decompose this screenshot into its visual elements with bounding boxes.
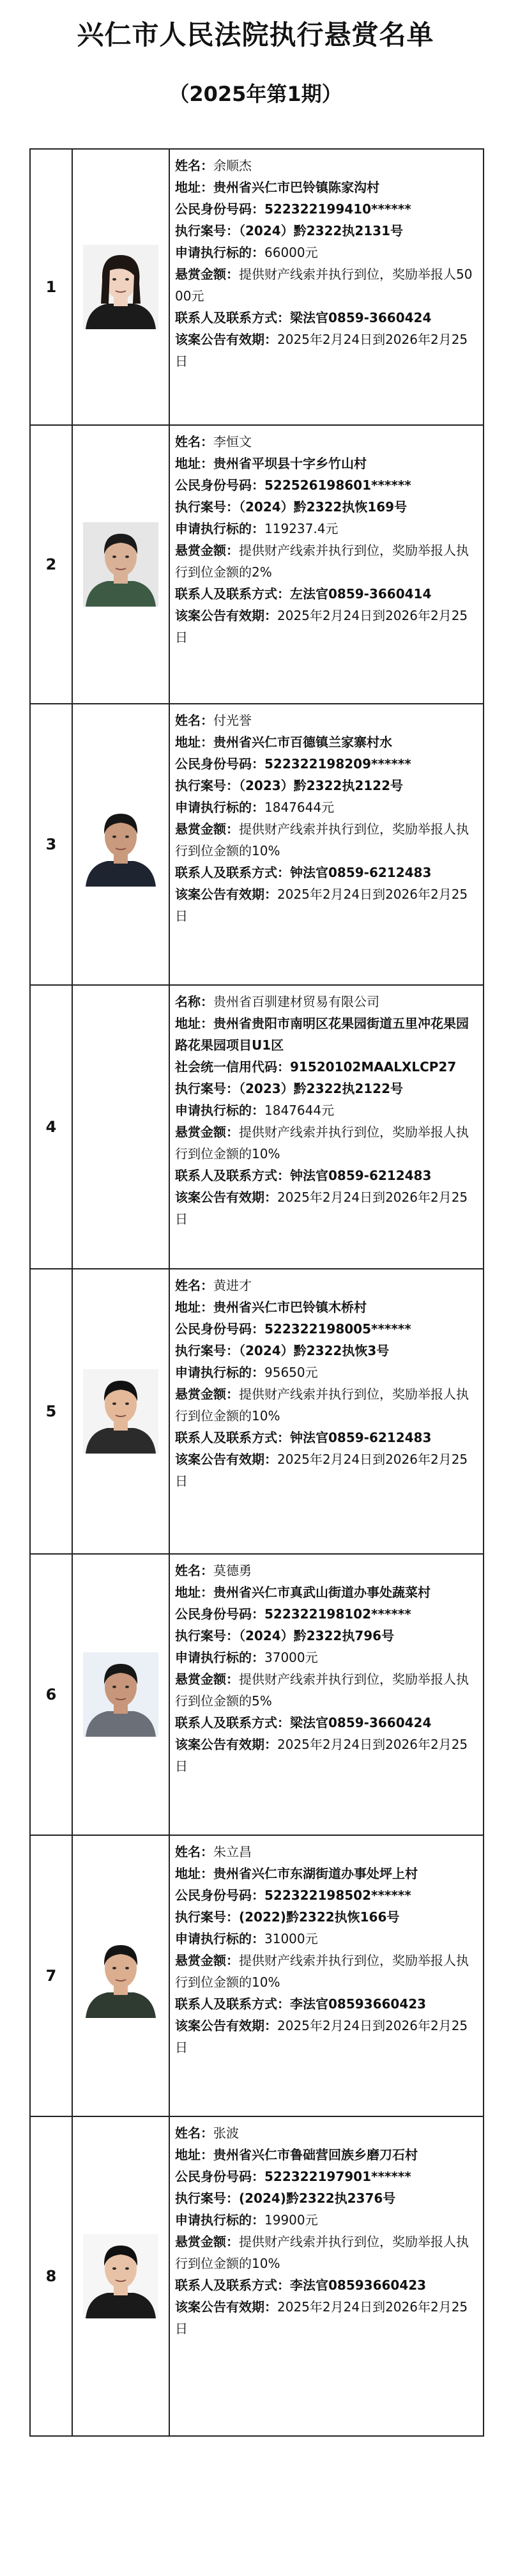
info-line [175,1560,479,1581]
field-value: （2023）黔2322执2122号 [239,778,403,793]
field-value: 贵州省百驯建材贸易有限公司 [213,994,379,1009]
field-label: 执行案号： [175,1343,239,1358]
info-line [175,1647,479,1668]
info-line [175,496,479,518]
field-value: 朱立昌 [213,1844,252,1859]
photo-cell [73,2117,170,2435]
info-line [175,2209,479,2231]
field-label: 该案公告有效期： [175,332,277,347]
photo-eye-left [112,1402,116,1405]
photo-eye-left [112,2267,116,2270]
field-label: 悬赏金额： [175,543,239,558]
field-value: （2023）黔2322执2122号 [239,1081,403,1096]
field-label: 悬赏金额： [175,1672,239,1687]
info-cell [170,1269,484,1553]
info-line [175,710,479,731]
field-value: （2024）黔2322执796号 [239,1628,395,1643]
field-label: 地址： [175,1866,213,1881]
info-line [175,2274,479,2296]
info-line [175,176,479,198]
field-value: 522322197901****** [264,2169,411,2184]
info-line [175,307,479,329]
field-label: 申请执行标的： [175,1365,264,1380]
field-value: (2024)黔2322执2376号 [239,2191,396,2206]
photo-eye-right [125,555,129,558]
row-number: 4 [31,986,73,1268]
field-value: 2025年2月24日到2026年2月25日 [175,2299,468,2336]
row-number: 1 [31,150,73,424]
field-label: 姓名： [175,1563,213,1578]
field-label: 地址： [175,1300,213,1315]
info-line [175,2015,479,2058]
photo-eye-right [125,2267,129,2270]
field-value: 提供财产线索并执行到位，奖励举报人执行到位金额的10% [175,821,469,858]
field-label: 地址： [175,1585,213,1600]
field-label: 公民身份号码： [175,201,264,217]
field-label: 该案公告有效期： [175,1452,277,1467]
field-value: 钟法官0859-6212483 [290,1430,432,1445]
field-value: 522322198502****** [264,1888,411,1903]
info-line [175,2231,479,2274]
photo-cell [73,1269,170,1553]
field-value: 贵州省兴仁市百德镇兰家寨村水 [213,734,392,750]
field-label: 该案公告有效期： [175,608,277,623]
field-label: 申请执行标的： [175,245,264,260]
field-label: 该案公告有效期： [175,887,277,902]
table-row [31,704,484,986]
person-photo [83,2234,158,2318]
field-label: 该案公告有效期： [175,2299,277,2315]
info-line [175,731,479,753]
info-line [175,818,479,862]
photo-eye-left [112,1686,116,1688]
field-value: 贵州省兴仁市巴铃镇木桥村 [213,1300,367,1315]
photo-cell [73,986,170,1268]
field-value: 钟法官0859-6212483 [290,1168,432,1183]
field-label: 名称： [175,994,213,1009]
info-line [175,1884,479,1906]
field-label: 公民身份号码： [175,1888,264,1903]
info-line [175,753,479,775]
field-label: 地址： [175,180,213,195]
field-label: 公民身份号码： [175,1606,264,1622]
field-value: 95650元 [264,1365,318,1380]
info-line [175,1186,479,1230]
info-line [175,991,479,1013]
field-value: 1847644元 [264,1103,335,1118]
field-value: 19900元 [264,2212,318,2228]
field-value: 李法官08593660423 [290,1996,427,2012]
field-value: 66000元 [264,245,318,260]
info-cell [170,2117,484,2435]
field-label: 悬赏金额： [175,821,239,837]
field-value: 提供财产线索并执行到位，奖励举报人执行到位金额的10% [175,1124,469,1161]
field-label: 该案公告有效期： [175,1737,277,1752]
info-line [175,1581,479,1603]
field-value: 提供财产线索并执行到位，奖励举报人5000元 [175,267,473,304]
field-value: 2025年2月24日到2026年2月25日 [175,608,468,645]
field-label: 姓名： [175,1278,213,1293]
info-line [175,1448,479,1492]
info-line [175,2187,479,2209]
photo-eye-right [125,278,129,281]
photo-cell [73,426,170,703]
field-label: 执行案号： [175,2191,239,2206]
info-line [175,1056,479,1078]
field-label: 联系人及联系方式： [175,310,290,325]
field-label: 申请执行标的： [175,1103,264,1118]
field-label: 姓名： [175,1844,213,1859]
field-label: 申请执行标的： [175,1650,264,1665]
person-photo [83,1934,158,2018]
field-value: 提供财产线索并执行到位，奖励举报人执行到位金额的5% [175,1672,469,1709]
field-value: 李恒文 [213,434,252,449]
field-label: 地址： [175,734,213,750]
info-line [175,1950,479,1993]
field-value: 提供财产线索并执行到位，奖励举报人执行到位金额的2% [175,543,469,580]
info-line [175,883,479,927]
page-title: 兴仁市人民法院执行悬赏名单 [77,19,434,50]
field-label: 姓名： [175,2125,213,2141]
field-label: 姓名： [175,713,213,728]
field-label: 申请执行标的： [175,800,264,815]
info-line [175,1603,479,1625]
photo-eye-right [125,1686,129,1688]
info-line [175,1340,479,1362]
info-line [175,1296,479,1318]
field-label: 执行案号： [175,1628,239,1643]
photo-cell [73,150,170,424]
info-line [175,155,479,176]
field-value: 左法官0859-3660414 [290,586,432,601]
info-line [175,583,479,605]
photo-eye-right [125,835,129,838]
info-line [175,1318,479,1340]
field-value: 贵州省贵阳市南明区花果园街道五里冲花果园路花果园项目U1区 [175,1016,469,1053]
row-number: 6 [31,1555,73,1835]
row-number: 5 [31,1269,73,1553]
field-value: 2025年2月24日到2026年2月25日 [175,887,468,924]
info-line [175,1993,479,2015]
table-row [31,1269,484,1555]
field-label: 该案公告有效期： [175,1190,277,1205]
info-cell [170,704,484,984]
field-label: 悬赏金额： [175,1386,239,1402]
field-label: 联系人及联系方式： [175,1168,290,1183]
person-photo [83,522,158,607]
table-row [31,1836,484,2117]
field-value: 贵州省兴仁市鲁础营回族乡磨刀石村 [213,2147,418,2162]
field-value: 李法官08593660423 [290,2277,427,2293]
info-line [175,1712,479,1734]
field-label: 社会统一信用代码： [175,1059,290,1075]
person-photo [83,802,158,887]
field-value: 2025年2月24日到2026年2月25日 [175,1190,468,1227]
field-label: 悬赏金额： [175,1953,239,1968]
field-value: 付光誉 [213,713,252,728]
field-label: 执行案号： [175,778,239,793]
info-cell [170,150,484,424]
info-line [175,1013,479,1056]
field-value: 贵州省兴仁市东湖街道办事处坪上村 [213,1866,418,1881]
info-line [175,220,479,242]
info-cell [170,426,484,703]
photo-cell [73,704,170,984]
info-line [175,1165,479,1186]
field-label: 执行案号： [175,223,239,238]
field-value: 522322198209****** [264,756,411,772]
page-subtitle: （2025年第1期） [169,82,342,106]
info-line [175,1121,479,1165]
field-value: 梁法官0859-3660424 [290,310,432,325]
info-line [175,605,479,648]
info-line [175,2296,479,2339]
row-number: 8 [31,2117,73,2435]
info-line [175,775,479,796]
field-value: 91520102MAALXLCP27 [290,1059,457,1075]
info-line [175,242,479,263]
field-value: 贵州省兴仁市巴铃镇陈家沟村 [213,180,379,195]
table-row [31,150,484,426]
field-value: 张波 [213,2125,239,2141]
info-line [175,2166,479,2187]
field-value: 2025年2月24日到2026年2月25日 [175,2018,468,2055]
field-label: 执行案号： [175,499,239,515]
row-number: 3 [31,704,73,984]
field-value: 贵州省平坝县十字乡竹山村 [213,456,367,471]
row-number: 2 [31,426,73,703]
field-label: 姓名： [175,434,213,449]
field-value: 522322198005****** [264,1321,411,1337]
wanted-list-table [29,148,484,2437]
field-label: 联系人及联系方式： [175,1996,290,2012]
photo-eye-right [125,1967,129,1969]
field-value: 522322198102****** [264,1606,411,1622]
info-line [175,862,479,883]
info-line [175,796,479,818]
info-cell [170,1836,484,2116]
info-line [175,518,479,539]
field-label: 该案公告有效期： [175,2018,277,2033]
field-value: 2025年2月24日到2026年2月25日 [175,1452,468,1489]
field-value: 119237.4元 [264,521,339,536]
field-label: 公民身份号码： [175,477,264,493]
info-line [175,1275,479,1296]
photo-eye-left [112,555,116,558]
field-value: 提供财产线索并执行到位，奖励举报人执行到位金额的10% [175,1953,469,1990]
field-value: 提供财产线索并执行到位，奖励举报人执行到位金额的10% [175,1386,469,1424]
info-line [175,1668,479,1712]
field-label: 悬赏金额： [175,1124,239,1140]
info-line [175,1383,479,1427]
field-value: 522322199410****** [264,201,411,217]
field-value: 莫德勇 [213,1563,252,1578]
field-label: 申请执行标的： [175,2212,264,2228]
photo-eye-left [112,278,116,281]
field-label: 公民身份号码： [175,1321,264,1337]
info-line [175,1099,479,1121]
info-line [175,1078,479,1099]
field-value: （2024）黔2322执恢169号 [239,499,408,515]
field-label: 联系人及联系方式： [175,1715,290,1730]
person-photo [83,1369,158,1454]
info-line [175,1625,479,1647]
info-line [175,453,479,474]
field-label: 地址： [175,2147,213,2162]
info-cell [170,986,484,1268]
field-value: 1847644元 [264,800,335,815]
field-label: 姓名： [175,158,213,173]
info-line [175,431,479,453]
field-label: 联系人及联系方式： [175,1430,290,1445]
photo-eye-left [112,835,116,838]
field-label: 地址： [175,456,213,471]
field-label: 公民身份号码： [175,2169,264,2184]
info-cell [170,1555,484,1835]
field-value: 提供财产线索并执行到位，奖励举报人执行到位金额的10% [175,2234,469,2271]
table-row [31,1555,484,1836]
field-value: 余顺杰 [213,158,252,173]
info-line [175,198,479,220]
field-value: （2024）黔2322执恢3号 [239,1343,390,1358]
field-value: 梁法官0859-3660424 [290,1715,432,1730]
field-value: 2025年2月24日到2026年2月25日 [175,1737,468,1774]
info-line [175,1427,479,1448]
field-label: 执行案号： [175,1081,239,1096]
field-value: 2025年2月24日到2026年2月25日 [175,332,468,369]
field-label: 地址： [175,1016,213,1031]
info-line [175,2144,479,2166]
field-label: 执行案号： [175,1909,239,1925]
photo-cell [73,1555,170,1835]
field-value: 贵州省兴仁市真武山街道办事处蔬菜村 [213,1585,431,1600]
info-line [175,329,479,372]
table-row [31,426,484,704]
table-row [31,2117,484,2437]
info-line [175,539,479,583]
field-label: 申请执行标的： [175,521,264,536]
field-label: 联系人及联系方式： [175,2277,290,2293]
info-line [175,1928,479,1950]
field-label: 联系人及联系方式： [175,586,290,601]
field-value: (2022)黔2322执恢166号 [239,1909,400,1925]
photo-eye-left [112,1967,116,1969]
field-value: 522526198601****** [264,477,411,493]
person-photo [83,245,158,329]
field-value: （2024）黔2322执2131号 [239,223,403,238]
field-label: 公民身份号码： [175,756,264,772]
info-line [175,263,479,307]
field-label: 悬赏金额： [175,2234,239,2249]
field-label: 申请执行标的： [175,1931,264,1946]
field-label: 联系人及联系方式： [175,865,290,880]
info-line [175,1863,479,1884]
person-photo [83,1652,158,1737]
photo-cell [73,1836,170,2116]
field-value: 37000元 [264,1650,318,1665]
photo-eye-right [125,1402,129,1405]
info-line [175,474,479,496]
info-line [175,2122,479,2144]
row-number: 7 [31,1836,73,2116]
field-value: 钟法官0859-6212483 [290,865,432,880]
field-value: 31000元 [264,1931,318,1946]
info-line [175,1362,479,1383]
info-line [175,1841,479,1863]
field-value: 黄进才 [213,1278,252,1293]
info-line [175,1734,479,1777]
table-row [31,986,484,1269]
info-line [175,1906,479,1928]
field-label: 悬赏金额： [175,267,239,282]
